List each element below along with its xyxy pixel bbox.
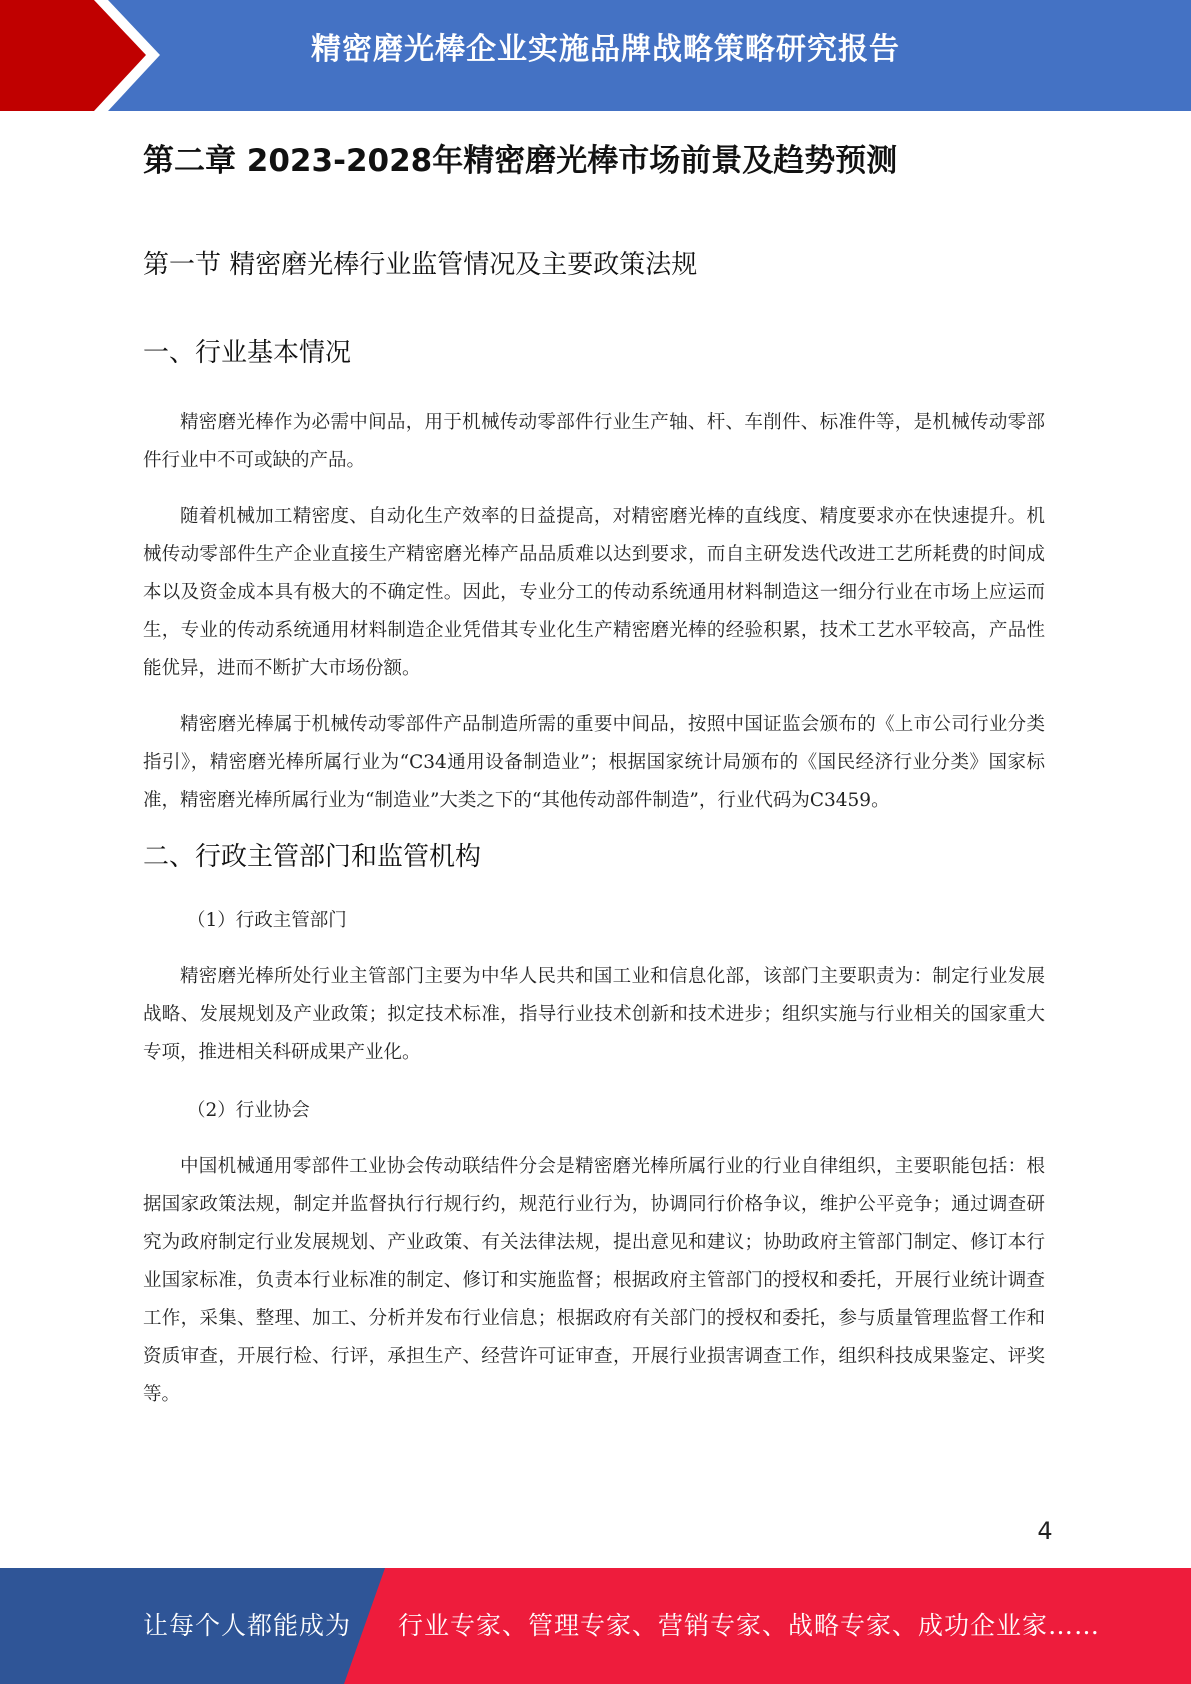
page-number: 4 xyxy=(1037,1517,1053,1545)
part2-sub2-label: （2）行业协会 xyxy=(187,1100,310,1121)
part1-paragraph-1: 精密磨光棒作为必需中间品，用于机械传动零部件行业生产轴、杆、车削件、标准件等，是机械传动零部件行业中不可或缺的产品。 xyxy=(143,412,1045,471)
section-title: 第一节 精密磨光棒行业监管情况及主要政策法规 xyxy=(143,250,698,280)
chapter-title: 第二章 2023-2028年精密磨光棒市场前景及趋势预测 xyxy=(143,143,898,179)
header-title: 精密磨光棒企业实施品牌战略策略研究报告 xyxy=(311,32,900,67)
part1-paragraph-3: 精密磨光棒属于机械传动零部件产品制造所需的重要中间品，按照中国证监会颁布的《上市公司行业分类指引》，精密磨光棒所属行业为“C34通用设备制造业”；根据国家统计局颁布的《国民经济行业分类》国家标准，精密磨光棒所属行业为“制造业”大类之下的“其他传动部件制造”，行业代码为C3459。 xyxy=(143,714,1045,811)
page-footer xyxy=(0,1568,1191,1684)
part2-sub1-label: （1）行政主管部门 xyxy=(187,910,347,931)
part2-sub2-paragraph: 中国机械通用零部件工业协会传动联结件分会是精密磨光棒所属行业的行业自律组织，主要职能包括：根据国家政策法规，制定并监督执行行规行约，规范行业行为，协调同行价格争议，维护公平竞争；通过调查研究为政府制定行业发展规划、产业政策、有关法律法规，提出意见和建议；协助政府主管部门制定、修订本行业国家标准，负责本行业标准的制定、修订和实施监督；根据政府主管部门的授权和委托，开展行业统计调查工作，采集、整理、加工、分析并发布行业信息；根据政府有关部门的授权和委托，参与质量管理监督工作和资质审查，开展行检、行评，承担生产、经营许可证审查，开展行业损害调查工作，组织科技成果鉴定、评奖等。 xyxy=(143,1156,1045,1405)
part2-heading: 二、行政主管部门和监管机构 xyxy=(143,842,482,872)
footer-slogan-left: 让每个人都能成为 xyxy=(143,1611,352,1640)
page-header xyxy=(0,0,1191,111)
part2-sub1-paragraph: 精密磨光棒所处行业主管部门主要为中华人民共和国工业和信息化部，该部门主要职责为：制定行业发展战略、发展规划及产业政策；拟定技术标准，指导行业技术创新和技术进步；组织实施与行业相关的国家重大专项，推进相关科研成果产业化。 xyxy=(143,966,1045,1063)
part1-paragraph-2: 随着机械加工精密度、自动化生产效率的日益提高，对精密磨光棒的直线度、精度要求亦在快速提升。机械传动零部件生产企业直接生产精密磨光棒产品品质难以达到要求，而自主研发迭代改进工艺所耗费的时间成本以及资金成本具有极大的不确定性。因此，专业分工的传动系统通用材料制造这一细分行业在市场上应运而生，专业的传动系统通用材料制造企业凭借其专业化生产精密磨光棒的经验积累，技术工艺水平较高，产品性能优异，进而不断扩大市场份额。 xyxy=(143,506,1045,679)
page-content xyxy=(143,130,1045,1414)
footer-slogan-right: 行业专家、管理专家、营销专家、战略专家、成功企业家…… xyxy=(398,1611,1101,1640)
part1-heading: 一、行业基本情况 xyxy=(143,338,352,368)
